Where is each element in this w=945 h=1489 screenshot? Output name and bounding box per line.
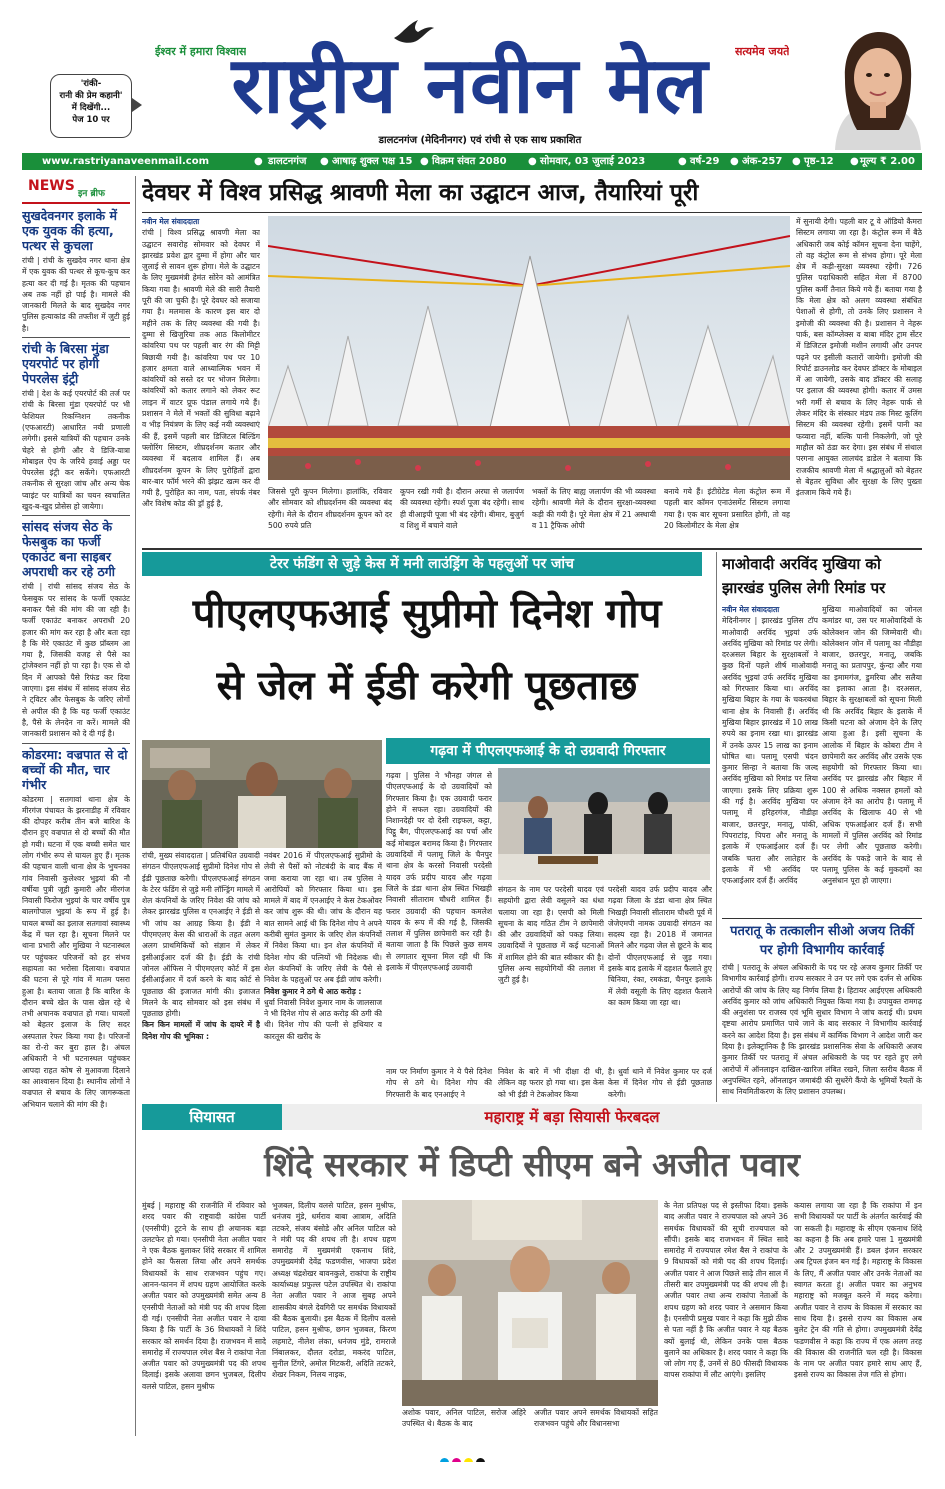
garhwa-col2 [498, 884, 604, 1062]
brief-body: कोडरमा | सतगावां थाना क्षेत्र के मीरगंज पंचायत के झरनाडीह में रविवार की दोपहर करीब तीन बजे बारिश के दौरान हुए वज्रपात से दो बच्चों की मौत हो गयी। घटना में एक बच्ची समेत चार लोग गंभीर रूप से घायल हुए हैं। मृतक की पहचान वाली थाना क्षेत्र के भुचनका गांव निवासी कुलेश्वर भुइयां की नौ वर्षीया पुत्री जूही कुमारी और मीरगंज निवासी फिरोज भुइयां के चार वर्षीय पुत्र बालगोपाल भुइयां के रूप में हुई है। घायल बच्चों का इलाज सतगावां स्वास्थ्य केंद्र में चल रहा है। सूचना मिलने पर थाना प्रभारी और मुखिया ने घटनास्थल पर पहुंचकर परिजनों को हर संभव सहायता का भरोसा दिलाया। वज्रपात की घटना से पूरे गांव में मातम पसरा हुआ है। बताया जाता है कि बारिश के दौरान बच्चे खेत के पास खेल रहे थे तभी अचानक वज्रपात हो गया। घायलों को बेहतर इलाज के लिए सदर अस्पताल रेफर किया गया है। परिजनों का रो-रो कर बुरा हाल है। अंचल अधिकारी ने भी घटनास्थल पहुंचकर आपदा राहत कोष से मुआवजा दिलाने का आश्वासन दिया है। स्थानीय लोगों ने वज्रपात से बचाव के लिए जागरूकता अभियान चलाने की मांग की है। [22, 794, 130, 1109]
bullet-icon: ● [528, 156, 537, 167]
masthead [0, 0, 945, 156]
maoist-headline[interactable]: माओवादी अरविंद मुखिया को झारखंड पुलिस लेगी रिमांड पर [722, 555, 886, 597]
garhwa-tail2: निवेश के बारे में भी दीक्षा दी थी, लेकिन वह फरार हो गया था। इस केस को भी ईडी ने टेकओवर किया [498, 1067, 604, 1099]
pfi-headline[interactable] [142, 578, 712, 726]
deoghar-temple-photo [268, 216, 790, 480]
news-brief-logo [22, 176, 130, 202]
pfi-subhead2: निवेश कुमार ने ठगे थे आठ करोड़ : [264, 986, 362, 996]
brief-item[interactable] [22, 208, 130, 334]
tagline-left: ईश्वर में हमारा विश्वास [155, 45, 247, 58]
garhwa-body-col3: परदेसी यादव उर्फ प्रदीप यादव और गढ़वा जिला के डंडा थाना क्षेत्र स्थित भिखही निवासी सीताराम चौधरी पूर्व में जेजेएमपी नामक उग्रवादी संगठन का सदस्य रहा है। 2018 में जमानत मिलने और गढ़वा जेल से छूटने के बाद दोनों पीएलएफआई से जुड़ गया। इसके बाद इलाके में दहशत फैलाते हुए चिनिया, रंका, रमकंडा, चैनपुर इलाके में लेवी वसूली के लिए दहशत फैलाने का काम किया जा रहा था। [608, 885, 712, 1007]
brief-headline[interactable]: सुखदेवनगर इलाके में एक युवक की हत्या, पत्थर से कुचला [22, 208, 117, 253]
brief-item[interactable] [22, 747, 130, 1110]
pfi-subhead1: किन किन मामलों में जांच के दायरे में है दिनेश गोप की भूमिका : [142, 1020, 260, 1041]
garhwa-tail1: नाम पर निर्माण कुमार ने ये पैसे दिनेश गोप से ठगे थे। दिनेश गोप की गिरफ्तारी के बाद एनआईए ने [386, 1067, 492, 1099]
bullet-icon: ● [850, 156, 859, 167]
bullet-icon: ● [320, 156, 329, 167]
patratu-col [722, 962, 922, 1100]
politics-col2 [272, 1200, 396, 1436]
dateline-pages: पृष्ठ-12 [804, 156, 834, 167]
bullet-icon: ● [678, 156, 687, 167]
brief-body: रांची | देश के कई एयरपोर्ट की तर्ज पर रांची के बिरसा मुंडा एयरपोर्ट पर भी फेशियल रिकग्निशन तकनीक (एफआरटी) आधारित नयी प्रणाली लगेगी। इससे यात्रियों की पहचान उनके चेहरे से होगी और वे डिजि-यात्रा मोबाइल ऐप के जरिये हवाई अड्डा पर पेपरलेस इंट्री कर सकेंगे। एफआरटी तकनीक से सुरक्षा जांच और अन्य चेक प्वाइंट पर यात्रियों का चयन स्वचालित खुद-ब-खुद प्रोसेस हो जायेगा। [22, 389, 130, 512]
lead-body-part1: जिससे पूरी कूपन मिलेगा। हालांकि, रविवार और सोमवार को शीघ्रदर्शनम की व्यवस्था बंद रहेगी। मेले के दौरान शीघ्रदर्शनम कूपन को दर 500 रुपये प्रति [268, 487, 392, 530]
brief-headline[interactable]: रांची के बिरसा मुंडा एयरपोर्ट पर होगी पेपरलेस इंट्री [22, 341, 109, 387]
photo-caption-right: अजीत पवार अपने समर्थक विधायकों सहित राजभवन पहुंचे और विधानसभा [534, 1408, 658, 1428]
dateline-samvat: विक्रम संवत 2080 [432, 156, 507, 167]
print-color-marks [440, 1452, 510, 1462]
pfi-headline-line1[interactable]: पीएलएफआई सुप्रीमो दिनेश गोप [192, 590, 662, 637]
brief-item[interactable] [22, 519, 130, 739]
pfi-body-col2: नवंबर 2016 में पीएलएफआई सुप्रीमो के लेवी से पैसों को नोटबंदी के बाद बैंक में जमा कराया जा रहा था। तब पुलिस ने आरोपियों को गिरफ्तार किया था। इस मामले में बाद में एनआईए ने केस टेकओवर कर जांच शुरू की थी। जांच के दौरान यह बात सामने आई थी कि दिनेश गोप ने अपने करीबी सुमंत कुमार के जरिए शेल कंपनियों में निवेश किया था। इन शेल कंपनियों में दिनेश गोप की पत्नियों भी निदेशक थी। शेल कंपनियों के जरिए लेवी के पैसे से निवेश के पहलुओं पर अब ईडी जांच करेगी। [264, 851, 382, 985]
bullet-icon: ● [420, 156, 429, 167]
lead-headline[interactable]: देवघर में विश्व प्रसिद्ध श्रावणी मेला का उद्घाटन आज, तैयारियां पूरी [142, 180, 699, 206]
masthead-subtitle: डालटनगंज (मेदिनीनगर) एवं रांची से एक साथ प्रकाशित [378, 135, 582, 146]
promo-line2: रानी की प्रेम कहानी' [59, 91, 123, 101]
promo-page: पेज 10 पर [72, 115, 110, 125]
maoist-col2 [822, 604, 922, 916]
dateline-city: डालटनगंज [268, 153, 306, 170]
patratu-headline[interactable]: पतरातू के तत्कालीन सीओ अजय तिर्की पर होगी विभागीय कार्रवाई [730, 924, 914, 958]
politics-kicker: महाराष्ट्र में बड़ा सियासी फेरबदल [484, 1108, 660, 1126]
pfi-col2 [264, 850, 382, 1062]
lead-byline: नवीन मेल संवाददाता [142, 217, 200, 226]
promo-line1: 'रांकी- [80, 79, 102, 89]
website-link[interactable]: www.rastriyanaveenmail.com [42, 156, 210, 167]
brief-body: रांची | रांची सांसद संजय सेठ के फेसबुक पर सांसद के फर्जी एकाउंट बनाकर पैसे की मांग की जा रही है। फर्जी एकाउंट बनाकर अपराधी 20 हजार की मांग कर रहा है और बता रहा है कि मेरे एकाउंट में कुछ प्रॉब्लम आ गया है, जिसकी वजह से पैसे का ट्रांजेक्शन नहीं हो पा रहा है। एक से दो दिन में आपको पैसे रिफंड कर दिया जाएगा। इस संबंध में सांसद संजय सेठ ने ट्विटर और फेसबुक के जरिए लोगों से अपील की है कि यह फर्जी एकाउंट है, पैसे के लेनदेन ना करें। मामले की जानकारी प्रशासन को दे दी गई है। [22, 582, 130, 739]
politics-body-col4: कयास लगाया जा रहा है कि राकांपा में इन सभी विधायकों पर पार्टी के अंतर्गत कार्रवाई की जा सकती है। महाराष्ट्र के सीएम एकनाथ शिंदे का कहना है कि अब हमारे पास 1 मुख्यमंत्री और 2 उपमुख्यमंत्री हैं। डबल इंजन सरकार अब ट्रिपल इंजन बन गई है। महाराष्ट्र के विकास के लिए, मैं अजीत पवार और उनके नेताओं का स्वागत करता हूं। अजीत पवार का अनुभव महाराष्ट्र को मजबूत करने में मदद करेगा। अजीत पवार ने राज्य के विकास में सरकार का साथ दिया है। इससे राज्य का विकास अब बुलेट ट्रेन की गति से होगा। उपमुख्यमंत्री देवेंद्र फडणवीस ने कहा कि राज्य में एक अलग तरह की विकास की राजनीति चल रही है। विकास के नाम पर अजीत पवार हमारे साथ आए हैं, इससे राज्य का विकास तेज गति से होगा। [794, 1201, 922, 1380]
lead-body-part2: कूपन रखी गयी है। दौरान अरघा से जलार्पण की व्यवस्था रहेगी। स्पर्श पूजा बंद रहेगी। साथ ही वीआइपी पूजा भी बंद रहेगी। बीमार, बुजुर्ग व शिशु में बचाने वाले [400, 487, 524, 530]
brief-logo-text: इन ब्रीफ [78, 189, 105, 199]
patratu-body: रांची | पतरातू के अंचल अधिकारी के पद पर रहे अजय कुमार तिर्की पर विभागीय कार्रवाई होगी। राज्य सरकार ने उन पर लगे एक दर्जन से अधिक आरोपों की जांच के लिए यह निर्णय लिया है। हिटायर आईएएस अधिकारी अरविंद कुमार को जांच अधिकारी नियुक्त किया गया है। उपायुक्त रामगढ़ की अनुशंसा पर राजस्व एवं भूमि सुधार विभाग ने जांच कराई थी। प्रथम दृष्टया आरोप प्रमाणित पाये जाने के बाद सरकार ने विभागीय कार्रवाई करने का आदेश दिया है। इस संबंध में कार्मिक विभाग ने आदेश जारी कर दिया है। इलेक्ट्रानिक है कि झारखंड प्रशासनिक सेवा के अधिकारी अजय कुमार तिर्की पर पतरातू में अंचल अधिकारी के पद पर रहते हुए लगे आरोपों में ऑनलाइन दाखिल-खारिज लंबित रखने, जिला स्तरीय बैठक में अनुपस्थित रहने, ऑनलाइन जमाबंदी की सुधरेंगे कैंपो के भूमियों रैयतों के साथ नियमितीकरण के लिए प्रशासन उपलब्ध। [722, 963, 922, 1097]
promo-arrow [132, 98, 142, 112]
garhwa-col1 [386, 770, 492, 1062]
pfi-bottom-row [386, 1066, 712, 1100]
brief-item[interactable] [22, 341, 130, 512]
ajit-pawar-oath-photo [402, 1200, 658, 1406]
garhwa-tail3: है। धुर्वा थाने में निवेश कुमार पर दर्ज केस में दिनेश गोप से ईडी पूछताछ करेगी। [608, 1067, 712, 1099]
pfi-body-col1: रांची, मुख्य संवाददाता | प्रतिबंधित उग्रवादी संगठन पीएलएफआई सुप्रीमो दिनेश गोप से ईडी पूछताछ करेगी। पीएलएफआई संगठन के टेरर फंडिंग से जुड़े मनी लॉन्ड्रिंग मामले में शेल कंपनियों के जरिए निवेश की जांच को लेकर झारखंड पुलिस व एनआईए ने ईडी से भी जांच का आग्रह किया है। ईडी ने पीएमएलए केस की धाराओं के तहत अलग अलग प्राथमिकियों को संज्ञान में लेकर इसीआईआर दर्ज की है। ईडी के रांची जोनल ऑफिस ने पीएमएलए कोर्ट में इस ईसीआईआर में दर्ज करने के बाद कोर्ट से पूछताछ की इजाजत मांगी की। इजाजत मिलने के बाद सोमवार को इस संबंध में पूछताछ होगी। [142, 851, 260, 1019]
tagline-right: सत्यमेव जयते [735, 45, 790, 58]
lead-col-right [796, 216, 922, 546]
maoist-body-col1: मेदिनीनगर | झारखंड पुलिस टॉप माओवादी अरविंद भुइयां उर्फ अरविंद मुखिया को रिमांड पर लेगी। दरअसल बिहार के सुरक्षाबलों ने कुछ दिनों पहले शीर्ष माओवादी अरविंद भुइयां उर्फ अरविंद मुखिया को गिरफ्तार किया था। अरविंद मुखिया बिहार के गया के चकरबंधा थाना क्षेत्र के निवासी हैं। अरविंद मुखिया बिहार झारखंड में 10 लाख रुपये का इनाम रखा था। झारखंड में उनके ऊपर 15 लाख का इनाम घोषित था। पलामू एसपी चंदन कुमार सिन्हा ने बताया कि जल्द अरविंद मुखिया को रिमांड पर लिया जाएगा। इसके लिए प्रक्रिया शुरू की गई है। अरविंद मुखिया पर पलामू में हरिहरगंज, नौडीहा बाजार, छतरपुर, मनातू, पांकी, पिपराटांड़, पिपरा और मनातू के इलाके में एफआईआर दर्ज हैं। जबकि चतरा और लातेहार के इलाके में भी अरविंद पर एफआईआर दर्ज हैं। अरविंद [722, 616, 818, 886]
news-logo-text: NEWS [28, 178, 75, 194]
politics-photo-caption [402, 1408, 658, 1436]
bullet-icon: ● [792, 156, 801, 167]
lead-body-col1: रांची | विश्व प्रसिद्ध श्रावणी मेला का उद्घाटन सवारोह सोमवार को देवघर में झारखंड प्रवेश द्वार दुम्मा में होगा और चार जुलाई से सावन शुरू होगा। मेले के उद्घाटन के लिए मुख्यमंत्री हेमंत सोरेन को आमंत्रित किया गया है। श्रावणी मेले की सारी तैयारी पूरी की जा चुकी है। पूरे देवघर को सजाया गया है। मलमास के कारण इस बार दो महीने तक के लिए व्यवस्था की गयी है। दुम्मा से खिजुरिया तक आठ किलोमीटर कांवरिया पथ पर पहली बार रंग की मिट्टी बिछायी गयी है। कांवरिया पथ पर 10 हजार क्षमता वाले आध्यात्मिक भवन में कांवरियों को सस्ते दर पर भोजन मिलेगा। कांवरियों को कतार लगाने को लेकर रूट लाइन में वाटर प्रूफ पंडाल लगाये गये हैं। प्रशासन ने मेले में भक्तों की सुविधा बढ़ाने व भीड़ नियंत्रण के लिए कई नयी व्यवस्थाएं की हैं, इसमें पहली बार डिजिटल बिल्डिंग फ्लोरिंग सिस्टम, शीघ्रदर्शनम कतार और व्यवस्था में बदलाव शामिल हैं। अब शीघ्रदर्शनम कूपन के लिए पुरोहितों द्वारा बार-बार फॉर्म भरने की झंझट खत्म कर दी गयी है, पुरोहित का नाम, पता, संपर्क नंबर और विशेष कोड की ड्रॉ हुई है, [142, 228, 260, 509]
dinesh-gop-photo [142, 740, 382, 848]
dateline-date: सोमवार, 03 जुलाई 2023 [540, 156, 646, 167]
dateline-issue: अंक-257 [742, 156, 783, 167]
masthead-title: राष्ट्रीय नवीन मेल [231, 40, 709, 131]
news-brief-column [22, 176, 130, 1436]
pfi-kicker: टेरर फंडिंग से जुड़े केस में मनी लाउंड्रिंग के पहलुओं पर जांच [142, 552, 702, 576]
garhwa-kicker: गढ़वा में पीएलएफआई के दो उग्रवादी गिरफ्तार [386, 738, 710, 764]
dateline-bar [22, 153, 922, 170]
lead-body-part4: बनाये गये हैं। इंटीग्रेटेड मेला कंट्रोल रूम में पहली बार कॉमन एनाउंसमेंट सिस्टम लगाया गया है। एक बार सूचना प्रसारित होगी, तो वह 20 किलोमीटर के मेला क्षेत्र [664, 487, 790, 530]
lead-body-part3: भक्तों के लिए बाह्य जलार्पण की भी व्यवस्था रहेगी। श्रावणी मेले के दौरान सुरक्षा-व्यवस्था कड़ी की गयी है। पूरे मेला क्षेत्र में 21 अस्थायी व 11 ट्रैफिक ओपी [532, 487, 656, 530]
brief-headline[interactable]: सांसद संजय सेठ के फेसबुक का फर्जी एकाउंट बना साइबर अपराधी कर रहे ठगी [22, 519, 115, 580]
dateline-price: मूल्य ₹ 2.00 [860, 156, 915, 167]
photo-caption-left: अशोक पवार, अनिल पाटिल, सरोज अहिरे उपस्थित थे। बैठक के बाद [402, 1408, 526, 1428]
actress-portrait [815, 20, 940, 150]
politics-col3 [664, 1200, 788, 1436]
politics-section-tag: सियासत [142, 1104, 282, 1130]
politics-banner [142, 1104, 922, 1130]
politics-body-col1: मुंबई | महाराष्ट्र की राजनीति में रविवार को शरद पवार की राष्ट्रवादी कांग्रेस पार्टी (एनसीपी) टूटने के साथ ही अचानक बड़ा उलटफेर हो गया। एनसीपी नेता अजीत पवार ने एक बैठक बुलाकर शिंदे सरकार में शामिल होने का फैसला लिया और अपने समर्थक विधायकों के साथ राजभवन पहुंच गए। आनन-फानन में शपथ ग्रहण आयोजित करके अजीत पवार को उपमुख्यमंत्री समेत अन्य 8 एनसीपी नेताओं को मंत्री पद की शपथ दिला दी गई। एनसीपी नेता अजीत पवार ने दावा किया है कि पार्टी के 36 विधायकों ने शिंदे सरकार को समर्थन दिया है। राजभवन में सादे समारोह में राज्यपाल रमेश बैस ने राकांपा नेता अजीत पवार को उपमुख्यमंत्री पद की शपथ दिलाई। इसके अलावा छगन भुजबल, दिलीप वलसे पाटिल, हसन मुश्रीफ [142, 1201, 266, 1391]
politics-col1 [142, 1200, 266, 1436]
bullet-icon: ● [254, 156, 263, 167]
dateline-paksha: आषाढ़ शुक्ल पक्ष 15 [332, 156, 413, 167]
politics-col4 [794, 1200, 922, 1436]
garhwa-col3 [608, 884, 712, 1062]
pfi-headline-line2[interactable]: से जेल में ईडी करेगी पूछताछ [216, 662, 638, 709]
promo-line3: में दिखेंगी... [71, 103, 111, 113]
lead-bottom-cols [268, 486, 790, 546]
lead-col1 [142, 216, 260, 546]
pfi-col1 [142, 850, 260, 1062]
promo-box[interactable] [50, 74, 132, 138]
politics-body-col3: के नेता प्रतिपक्ष पद से इस्तीफा दिया। इसके बाद अजीत पवार ने राज्यपाल को अपने 36 समर्थक विधायकों की सूची राज्यपाल को सौंपी। इसके बाद राजभवन में स्थित सादे समारोह में राज्यपाल रमेश बैस ने राकांपा के 9 विधायकों को मंत्री पद की शपथ दिलाई। अजीत पवार ने आज पिछले साढ़े तीन साल में तीसरी बार उपमुख्यमंत्री पद की शपथ ली है। अजीत पवार तथा अन्य राकांपा नेताओं के शपथ ग्रहण को शरद पवार ने असमान किया है। एनसीपी प्रमुख पवार ने कहा कि मुझे ठीक से पता नहीं है कि अजीत पवार ने यह बैठक क्यों बुलाई थी, लेकिन उनके पास बैठक बुलाने का अधिकार है। शरद पवार ने कहा कि जो लोग गए हैं, उनमें से 80 फीसदी विधायक वापस राकांपा में लौट आएंगे। इसलिए [664, 1201, 788, 1380]
brief-body: रांची | रांची के सुखदेव नगर थाना क्षेत्र में एक युवक की पत्थर से कूच-कूच कर हत्या कर दी गई है। मृतक की पहचान अब तक नहीं हो पाई है। मामले की जानकारी मिलते के बाद सुखदेव नगर पुलिस हत्याकांड की तफ्तीश में जुटी हुई है। [22, 256, 130, 333]
lead-body-right: में सुनायी देगी। पहली बार टू वे ऑडियो कैमरा सिस्टम लगाया जा रहा है। कंट्रोल रूम में बैठे अधिकारी जब कोई कॉमन सूचना देना चाहेंगे, तो वह कंट्रोल रूम से संभव होगा। पूरे मेला क्षेत्र में कड़ी-सुरक्षा व्यवस्था रहेगी। 726 पुलिस पदाधिकारी सहित मेला में 8700 पुलिस कर्मी तैनात किये गये हैं। बताया गया है कि मेला क्षेत्र को अलग व्यवस्था संबंधित पेशाओं से होगी, तो उनके लिए प्रशासन ने इमोजी की व्यवस्था की है। प्रशासन ने नेहरू पार्क, बस कॉम्प्लेक्स व बाबा मंदिर ट्राम सेंटर में डिजिटल इमोजी मशीन लगायी और उनपर पढ़ने पर इसीली कतारों जायेगी। इमोजी की रिपोर्ट डाउनलोड कर देवघर डॉक्टर के मोबाइल में आ जायेगी, उसके बाद डॉक्टर की सलाह पर इलाज की व्यवस्था होगी। कतार में उमस भरी गर्मी से बचाव के लिए नेहरू पार्क से लेकर मंदिर के संस्कार मंडप तक मिस्ट कूलिंग सिस्टम की व्यवस्था रहेगी। इसमें पानी का फव्वारा नहीं, बल्कि पानी निकलेगी, जो पूरे माहौल को ठंडा कर देगा। इस संबंध में संथाल परगना आयुक्त लालचंद डाडेल ने बताया कि राजकीय श्रावणी मेला में श्रद्धालुओं को बेहतर से बेहतर सुविधा और सुरक्षा के लिए पुख्ता इंतजाम किये गये हैं। [796, 217, 922, 498]
garhwa-body-col1: गढ़वा | पुलिस ने भौनहा जंगल से पीएलएफआई के दो उग्रवादियों को गिरफ्तार किया है। एक उग्रवादी फरार होने में सफल रहा। उग्रवादियों की निशानदेही पर दो देसी राइफल, कट्टा, पिट्ठू बैग, पीएलएफआई का पर्चा और कई मोबाइल बरामद किया है। गिरफ्तार उग्रवादियों में पलामू जिले के चैनपुर थाना क्षेत्र के करसो निवासी परदेसी यादव उर्फ प्रदीप यादव और गढ़वा जिले के डंडा थाना क्षेत्र स्थित भिखही निवासी सीताराम चौधरी शामिल हैं। फरार उग्रवादी की पहचान कमलेश यादव के रूप में की गई है, जिसकी तलाश में पुलिस छापेमारी कर रही है। बताया जाता है कि पिछले कुछ समय से लगातार सूचना मिल रही थी कि इलाके में पीएलएफआई उग्रवादी [386, 771, 492, 973]
politics-body-col2: भुजबल, दिलीप वलसे पाटिल, हसन मुश्रीफ, धनंजय मुंडे, धर्मराव बाबा आत्राम, अदिति तटकरे, संजय बंसोडे और अनिल पाटिल को ने मंत्री पद की शपथ ली है। शपथ ग्रहण समारोह में मुख्यमंत्री एकनाथ शिंदे, उपमुख्यमंत्री देवेंद्र फडणवीस, भाजपा प्रदेश अध्यक्ष चंद्रशेखर बावनकुले, राकांपा के राष्ट्रीय कार्याध्यक्ष प्रफुल्ल पटेल उपस्थित थे। राकांपा नेता अजीत पवार ने आज सुबह अपने शासकीय बंगले देवगिरी पर समर्थक विधायकों की बैठक बुलायी। इस बैठक में दिलीप वलसे पाटिल, हसन मुश्रीफ, छगन भुजबल, किरण लहमाटे, नीलेश लंका, धनंजय मुंडे, रामराजे निंबालकर, दौलत दरोडा, मकरंद पाटिल, सुनील टिंगरे, अमोल मिटकरी, अदिति तटकरे, शेखर निकम, निलय नाइक, [272, 1201, 396, 1380]
garhwa-body-col2: संगठन के नाम पर परदेसी यादव एवं सहयोगी द्वारा लेवी वसूलने का धंधा चलाया जा रहा है। एसपी को मिली सूचना के बाद गठित टीम ने छापेमारी की और उग्रवादियों को पकड़ लिया। उग्रवादियों ने पूछताछ में कई घटनाओं में शामिल होने की बात स्वीकार की है। पुलिस अन्य सहयोगियों की तलाश में जुटी हुई है। [498, 885, 604, 985]
pfi-body-col2-tail: धुर्वा निवासी निवेश कुमार नाम के जालसाज ने भी दिनेश गोप से आठ करोड़ की ठगी की थी। दिनेश गोप की पत्नी से हथियार व कारतूस की खरीद के [264, 997, 382, 1041]
maoist-body-col2: मुखिया माओवादियों का जोनल कमांडर था, उस पर माओवादियों के कोलेक्शन जोन की जिम्मेवारी थी। कोलेक्शन जोन में पलामू का नौडीहा बाजार, छतरपुर, मनातू, जबकि मनातू का प्रतापपुर, कुंन्दा और गया का इमामगंज, डुमरिया और सलैया का इलाका आता है। दरअसल, बिहार के सुरक्षाबलों को सूचना मिली थी कि अरविंद बिहार के इलाके में किसी घटना को अंजाम देने के लिए आया हुआ है। इसी सूचना के आलोक में बिहार के कोबरा टीम ने छापेमारी कर अरविंद और उसके एक सहयोगी को गिरफ्तार किया था। अरविंद पर झारखंड और बिहार में 100 से अधिक नक्सल हमलों को अंजाम देने का आरोप है। पलामू में अरविंद के खिलाफ 40 से भी अधिक एफआईआर दर्ज हैं। सभी मामलों में पुलिस अरविंद को रिमांड पर लेगी और पूछताछ करेगी। अरविंद के पकड़े जाने के बाद से पलामू पुलिस के कई मुकदमों का अनुसंधान पूरा हो जाएगा। [822, 605, 922, 886]
dateline-year: वर्ष-29 [690, 156, 720, 167]
brief-headline[interactable]: कोडरमा: वज्रपात से दो बच्चों की मौत, चार गंभीर [22, 746, 128, 792]
bullet-icon: ● [730, 156, 739, 167]
maoist-byline: नवीन मेल संवाददाता [722, 605, 780, 614]
garhwa-arrest-photo [498, 768, 710, 880]
politics-headline[interactable]: शिंदे सरकार में डिप्टी सीएम बने अजीत पवार [264, 1145, 800, 1184]
maoist-col1 [722, 604, 818, 916]
